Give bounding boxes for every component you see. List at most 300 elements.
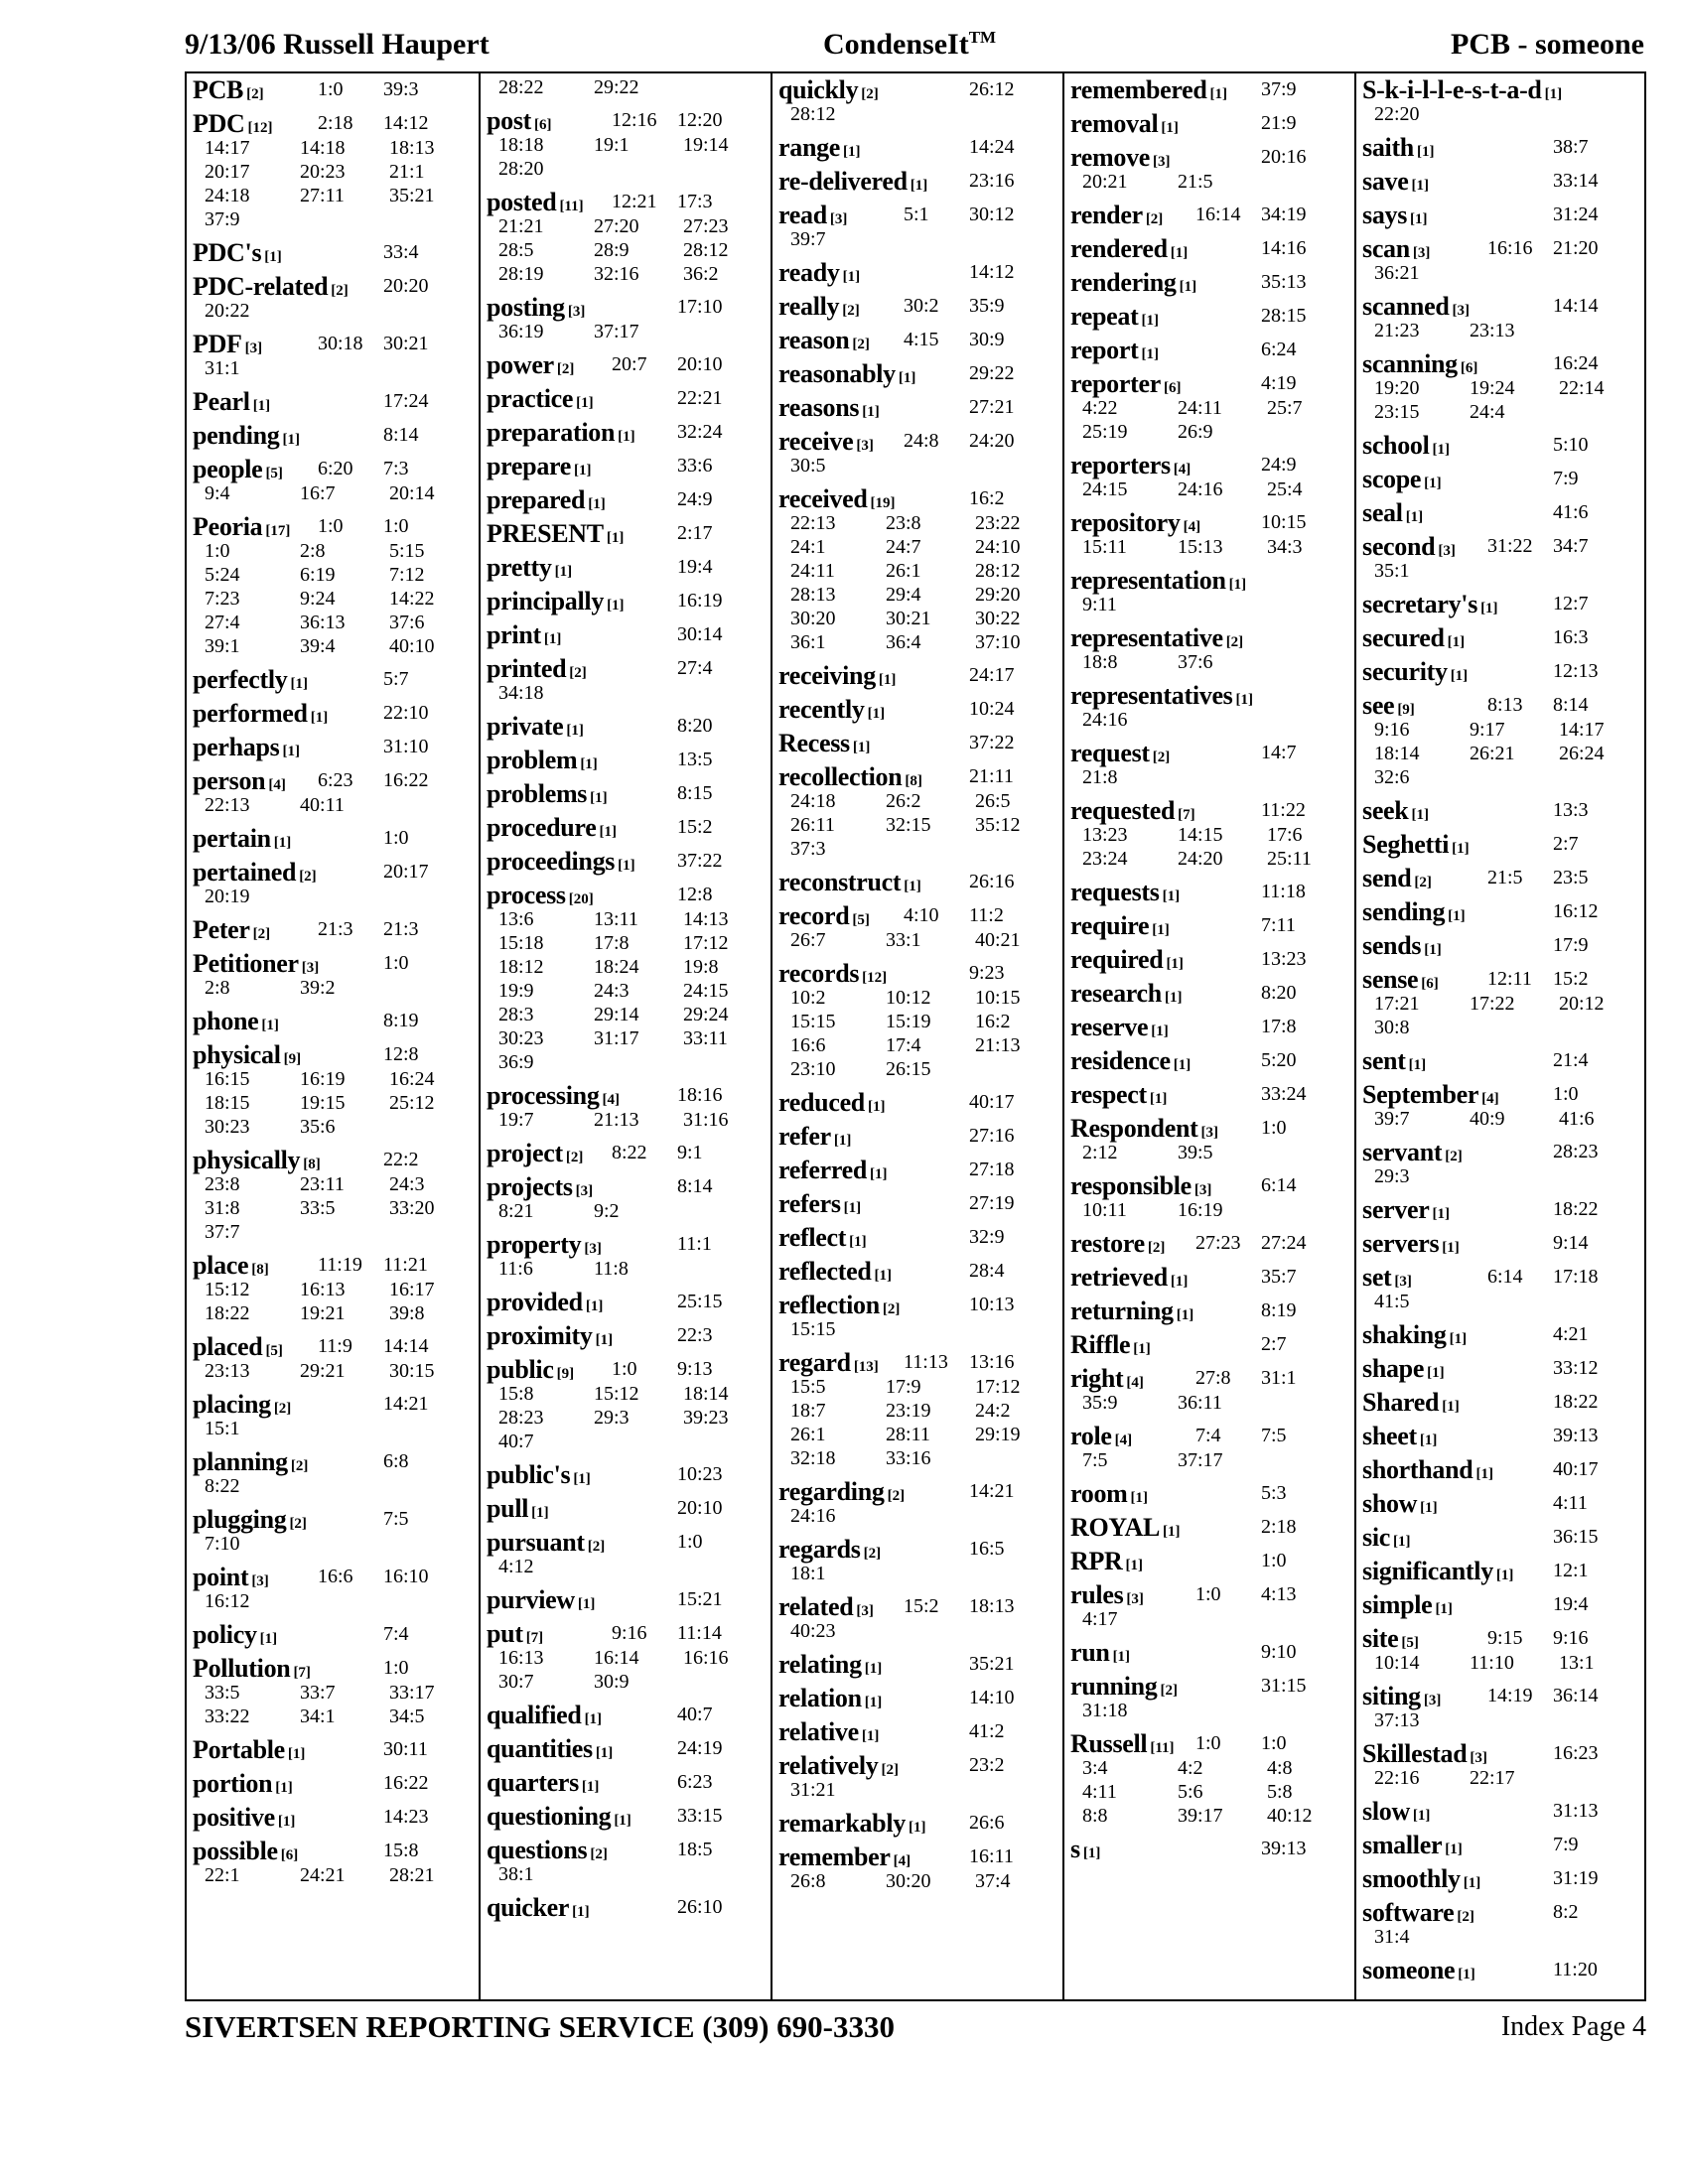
index-term: questions [487,1836,588,1864]
page-line-ref: 39:13 [1261,1838,1307,1859]
occurrence-count: [1] [1447,634,1466,650]
page-line-ref: 26:8 [790,1870,826,1892]
page-line-ref: 37:13 [1374,1709,1420,1731]
page-line-ref: 35:13 [1261,271,1307,293]
entry-continuation-line [1362,765,1640,789]
page-line-ref: 40:12 [1267,1805,1313,1827]
entry-continuation-line [487,133,767,157]
entry-line [778,695,1058,722]
page-line-ref: 16:14 [1195,204,1241,225]
page-line-ref: 18:13 [389,137,435,159]
entry-line [487,188,767,214]
occurrence-count: [1] [1161,120,1179,136]
page-line-ref: 14:7 [1261,742,1297,763]
page-line-ref: 31:21 [790,1779,836,1801]
entry-continuation-line [487,214,767,238]
page-line-ref: 27:11 [300,185,345,206]
entry-line [1362,532,1640,559]
page-line-ref: 23:24 [1082,848,1128,870]
index-term: retrieved [1070,1263,1168,1292]
header-range: PCB - someone [1451,28,1644,61]
page-line-ref: 29:14 [594,1004,639,1025]
index-entry [1362,623,1640,650]
page-line-ref: 29:3 [1374,1165,1410,1187]
page-line-ref: 21:13 [975,1034,1021,1056]
page-line-ref: 31:19 [1553,1867,1599,1889]
entry-line [778,1650,1058,1677]
page-line-ref: 19:14 [683,134,729,156]
index-entry [778,1535,1058,1585]
occurrence-count: [2] [861,86,879,102]
entry-line [487,1081,767,1108]
occurrence-count: [3] [1438,543,1456,559]
page-line-ref: 20:10 [677,353,723,375]
entry-line [778,1535,1058,1562]
occurrence-count: [1] [1442,1240,1460,1256]
entry-continuation-line [1362,718,1640,742]
page-line-ref: 29:4 [886,584,921,606]
index-term: Peoria [193,512,263,541]
entry-continuation-line [487,979,767,1003]
entry-continuation-line [193,160,473,184]
page-line-ref: 19:8 [683,956,719,978]
page-line-ref: 16:2 [969,487,1005,509]
page-line-ref: 28:11 [886,1424,930,1445]
page-line-ref: 24:9 [677,488,713,510]
entry-continuation-line [778,1446,1058,1470]
occurrence-count: [3] [1470,1750,1487,1766]
occurrence-count: [9] [283,1051,302,1067]
page-line-ref: 25:11 [1267,848,1312,870]
page-line-ref: 33:20 [389,1197,435,1219]
page-line-ref: 1:0 [383,952,409,974]
occurrence-count: [7] [293,1665,311,1681]
index-term: pull [487,1494,529,1523]
entry-line [1362,1523,1640,1550]
occurrence-count: [1] [1163,1524,1181,1540]
page-line-ref: 12:7 [1553,593,1589,614]
index-entry [1362,1229,1640,1256]
occurrence-count: [1] [574,463,592,478]
occurrence-count: [2] [331,283,349,299]
entry-line [778,901,1058,928]
entry-continuation-line [1362,319,1640,342]
entry-line [193,1447,473,1474]
occurrence-count: [1] [1544,86,1563,102]
occurrence-count: [1] [1392,1534,1411,1550]
index-entry [193,1735,473,1762]
page-line-ref: 19:1 [594,134,630,156]
entry-continuation-line [778,227,1058,251]
index-entry [1070,1297,1350,1323]
page-line-ref: 29:24 [683,1004,729,1025]
entry-line [193,1007,473,1033]
page-line-ref: 11:14 [677,1622,722,1644]
index-entry [778,762,1058,861]
page-line-ref: 30:11 [383,1738,428,1760]
entry-line [193,421,473,448]
entry-continuation-line [778,837,1058,861]
index-term: recollection [778,762,903,791]
page-line-ref: 10:12 [886,987,931,1009]
page-line-ref: 12:21 [612,191,657,212]
entry-line [778,201,1058,227]
page-line-ref: 31:4 [1374,1926,1410,1948]
index-entry [487,1460,767,1487]
entry-line [1362,1388,1640,1415]
index-entry [1070,1580,1350,1631]
entry-line [193,109,473,136]
occurrence-count: [3] [1153,154,1171,170]
occurrence-count: [1] [1149,1091,1168,1107]
index-term: reflected [778,1257,872,1286]
occurrence-count: [1] [1448,908,1466,924]
index-entry [1362,1080,1640,1131]
page-line-ref: 2:17 [677,522,713,544]
page-line-ref: 22:13 [205,794,250,816]
occurrence-count: [2] [556,361,575,377]
entry-line [1070,739,1350,765]
page-line-ref: 5:10 [1553,434,1589,456]
index-entry [778,1257,1058,1284]
index-entry [1070,1672,1350,1722]
page-line-ref: 27:4 [677,657,713,679]
occurrence-count: [1] [870,1166,888,1182]
index-entry [1070,1229,1350,1256]
page-line-ref: 29:21 [300,1360,346,1382]
page-line-ref: 34:3 [1267,536,1303,558]
page-line-ref: 5:1 [904,204,929,225]
occurrence-count: [1] [595,1745,614,1761]
entry-line [778,1348,1058,1375]
entry-continuation-line [487,1026,767,1050]
index-term: repository [1070,508,1181,537]
index-term: running [1070,1672,1158,1701]
entry-continuation-line [487,1050,767,1074]
entry-continuation-line [487,1670,767,1694]
index-entry [1070,1046,1350,1073]
occurrence-count: [1] [585,1298,604,1314]
occurrence-count: [1] [580,756,598,772]
page-line-ref: 24:3 [389,1173,425,1195]
entry-continuation-line [778,1057,1058,1081]
page-line-ref: 16:13 [300,1279,346,1300]
occurrence-count: [1] [1424,476,1442,491]
page-line-ref: 21:11 [969,765,1014,787]
page-line-ref: 30:15 [389,1360,435,1382]
page-line-ref: 4:22 [1082,397,1118,419]
index-entry [487,293,767,343]
page-line-ref: 16:16 [1487,237,1533,259]
index-term: pertained [193,858,297,887]
occurrence-count: [4] [1126,1375,1144,1391]
page-line-ref: 32:16 [594,263,639,285]
occurrence-count: [1] [1408,1057,1427,1073]
index-term: place [193,1251,249,1280]
entry-line [778,427,1058,454]
index-entry [487,75,767,99]
index-entry [1070,681,1350,732]
occurrence-count: [2] [1457,1909,1474,1925]
occurrence-count: [1] [1151,1024,1169,1039]
entry-line [487,350,767,377]
occurrence-count: [1] [1405,509,1424,525]
entry-line [1362,1422,1640,1448]
index-term: proceedings [487,847,616,876]
page-line-ref: 1:0 [1195,1583,1221,1605]
index-term: refers [778,1189,841,1218]
occurrence-count: [1] [1130,1490,1149,1506]
index-entry [778,1122,1058,1149]
entry-continuation-line [193,1115,473,1139]
index-entry [1362,1455,1640,1482]
page-line-ref: 19:4 [1553,1593,1589,1615]
index-term: pursuant [487,1528,585,1557]
index-entry [778,167,1058,194]
page-line-ref: 28:15 [1261,305,1307,327]
index-term: qualified [487,1701,582,1729]
page-line-ref: 23:10 [790,1058,836,1080]
index-term: school [1362,431,1430,460]
index-entry [1362,167,1640,194]
index-entry [1362,1739,1640,1790]
index-entry [778,959,1058,1081]
page-line-ref: 9:11 [1082,594,1117,615]
index-entry [1070,1171,1350,1222]
page-line-ref: 39:2 [300,977,336,999]
index-entry [778,1717,1058,1744]
page-line-ref: 24:7 [886,536,921,558]
occurrence-count: [2] [1225,634,1244,650]
page-line-ref: 30:20 [790,608,836,629]
entry-continuation-line [193,1863,473,1887]
occurrence-count: [1] [573,1471,591,1487]
page-line-ref: 28:5 [498,239,534,261]
occurrence-count: [2] [290,1458,309,1474]
entry-line [487,485,767,512]
entry-line [1070,979,1350,1006]
occurrence-count: [5] [852,912,870,928]
occurrence-count: [2] [882,1301,901,1317]
index-term: says [1362,201,1408,229]
occurrence-count: [1] [1435,1601,1453,1617]
page-line-ref: 2:8 [300,540,326,562]
entry-line [778,133,1058,160]
page-line-ref: 26:5 [975,790,1011,812]
page-line-ref: 17:24 [383,390,429,412]
entry-line [1070,1080,1350,1107]
index-term: principally [487,587,605,615]
index-entry [487,1139,767,1165]
occurrence-count: [1] [1228,577,1247,593]
page-line-ref: 17:9 [886,1376,921,1398]
page-line-ref: 15:15 [790,1011,836,1032]
index-entry [1362,1354,1640,1381]
page-line-ref: 14:12 [383,112,429,134]
index-term: representation [1070,566,1226,595]
page-line-ref: 30:14 [677,623,723,645]
entry-line [778,484,1058,511]
page-line-ref: 1:0 [1195,1732,1221,1754]
occurrence-count: [1] [867,706,886,722]
page-line-ref: 32:6 [1374,766,1410,788]
occurrence-count: [4] [1114,1433,1133,1448]
page-line-ref: 18:13 [969,1595,1015,1617]
occurrence-count: [3] [1193,1182,1212,1198]
occurrence-count: [11] [559,199,584,214]
index-entry [487,1585,767,1612]
page-line-ref: 16:2 [975,1011,1011,1032]
entry-continuation-line [1362,742,1640,765]
entry-line [1362,349,1640,376]
index-entry [778,258,1058,285]
occurrence-count: [1] [264,249,282,265]
page-line-ref: 27:16 [969,1125,1015,1147]
entry-line [778,1477,1058,1504]
occurrence-count: [1] [862,404,880,420]
index-entry [1362,1682,1640,1732]
occurrence-count: [3] [251,1573,269,1589]
page-line-ref: 5:15 [389,540,425,562]
page-line-ref: 2:7 [1261,1333,1287,1355]
index-term: prepared [487,485,586,514]
page-line-ref: 23:13 [205,1360,250,1382]
index-entry [487,1734,767,1761]
occurrence-count: [3] [1412,245,1431,261]
entry-line [1362,1739,1640,1766]
page-line-ref: 23:15 [1374,401,1420,423]
entry-line [778,1684,1058,1710]
index-term: reporter [1070,369,1161,398]
entry-line [487,847,767,874]
page-line-ref: 33:17 [389,1682,435,1704]
index-column-5 [1354,73,1646,1999]
page-line-ref: 36:19 [498,321,544,342]
entry-line [193,949,473,976]
index-entry [1362,1046,1640,1073]
occurrence-count: [8] [303,1157,321,1172]
occurrence-count: [1] [908,1820,926,1836]
entry-line [193,1251,473,1278]
entry-line [487,1585,767,1612]
occurrence-count: [1] [1424,942,1442,958]
page-line-ref: 33:15 [677,1805,723,1827]
entry-line [193,1735,473,1762]
index-term: returning [1070,1297,1174,1325]
page-line-ref: 24:17 [969,664,1015,686]
index-term: remove [1070,143,1151,172]
page-line-ref: 7:23 [205,588,240,610]
index-term: RPR [1070,1547,1123,1575]
entry-line [487,1288,767,1314]
index-entry [1070,336,1350,362]
page-line-ref: 20:10 [677,1497,723,1519]
index-term: power [487,350,554,379]
page-line-ref: 22:16 [1374,1767,1420,1789]
index-entry [193,665,473,692]
page-line-ref: 20:23 [300,161,346,183]
occurrence-count: [2] [842,303,860,319]
entry-continuation-line [193,793,473,817]
page-line-ref: 9:2 [594,1200,620,1222]
index-term: posted [487,188,557,216]
index-term: responsible [1070,1171,1192,1200]
index-column-3 [771,73,1064,1999]
index-term: send [1362,864,1412,892]
page-line-ref: 28:4 [969,1260,1005,1282]
index-entry [1070,302,1350,329]
page-line-ref: 10:2 [790,987,826,1009]
page-line-ref: 33:6 [677,455,713,477]
index-term: reporters [1070,451,1171,479]
page-line-ref: 16:12 [205,1590,250,1612]
page-line-ref: 36:2 [683,263,719,285]
occurrence-count: [2] [289,1516,307,1532]
entry-line [193,1332,473,1359]
index-term: relative [778,1717,859,1746]
page-line-ref: 6:24 [1261,339,1297,360]
entry-continuation-line [487,1430,767,1453]
entry-line [487,553,767,580]
entry-line [1070,268,1350,295]
index-term: print [487,620,541,649]
entry-line [1362,1590,1640,1617]
index-term: range [778,133,841,162]
page-line-ref: 4:17 [1082,1608,1118,1630]
page-line-ref: 9:1 [677,1142,703,1163]
page-line-ref: 24:10 [975,536,1021,558]
page-line-ref: 15:8 [498,1383,534,1405]
index-entry [193,949,473,1000]
entry-continuation-line [193,1359,473,1383]
entry-line [778,393,1058,420]
page-line-ref: 8:21 [498,1200,534,1222]
entry-continuation-line [193,634,473,658]
occurrence-count: [2] [565,1150,584,1165]
page-line-ref: 13:11 [594,908,638,930]
index-term: referred [778,1156,868,1184]
page-line-ref: 38:7 [1553,136,1589,158]
page-line-ref: 17:8 [1261,1016,1297,1037]
index-term: shorthand [1362,1455,1474,1484]
page-line-ref: 16:19 [300,1068,346,1090]
index-term: Petitioner [193,949,299,978]
page-line-ref: 16:15 [205,1068,250,1090]
page-line-ref: 9:15 [1487,1627,1523,1649]
page-line-ref: 16:16 [683,1647,729,1669]
index-entry [1362,796,1640,823]
page-line-ref: 17:18 [1553,1266,1599,1288]
index-entry [778,1223,1058,1250]
entry-continuation-line [778,559,1058,583]
entry-line [1070,1114,1350,1141]
index-term: pending [193,421,280,450]
page-line-ref: 16:5 [969,1538,1005,1560]
occurrence-count: [2] [852,337,870,352]
entry-line [487,1734,767,1761]
occurrence-count: [4] [268,777,286,793]
occurrence-count: [2] [590,1846,608,1862]
page-line-ref: 26:2 [886,790,921,812]
index-term: projects [487,1172,573,1201]
entry-line [778,167,1058,194]
page-line-ref: 11:13 [904,1351,948,1373]
occurrence-count: [1] [910,178,928,194]
entry-line [1070,1513,1350,1540]
index-entry [778,1156,1058,1182]
index-term: really [778,292,840,321]
index-column-1 [187,73,479,1999]
